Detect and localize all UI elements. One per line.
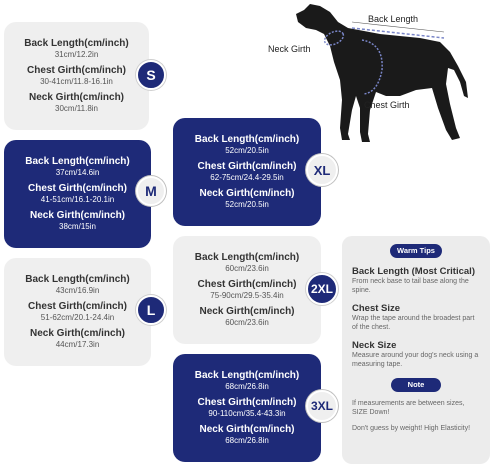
size-badge-2xl: 2XL: [306, 273, 338, 305]
tip-neck-size-text: Measure around your dog's neck using a measuring tape.: [352, 352, 479, 368]
tip-back-length-title: Back Length (Most Critical): [352, 266, 475, 277]
back-length-value: 52cm/20.5in: [225, 146, 269, 155]
chest-girth-label: Chest Girth(cm/inch): [197, 161, 297, 172]
back-length-label: Back Length(cm/inch): [24, 38, 129, 49]
chest-girth-label: Chest Girth(cm/inch): [27, 65, 126, 76]
back-length-label: Back Length(cm/inch): [194, 252, 300, 263]
neck-girth-value: 68cm/26.8in: [225, 436, 269, 445]
neck-girth-label: Neck Girth(cm/inch): [28, 92, 125, 103]
neck-girth-label: Neck Girth(cm/inch): [199, 188, 295, 199]
dog-back-length-label: Back Length: [368, 14, 419, 24]
chest-girth-label: Chest Girth(cm/inch): [28, 183, 127, 194]
back-length-value: 43cm/16.9in: [55, 286, 100, 295]
size-card-xl: [173, 118, 321, 226]
tip-chest-size-text: Wrap the tape around the broadest part of the chest.: [352, 315, 475, 331]
chest-girth-value: 51-62cm/20.1-24.4in: [40, 313, 115, 322]
dog-neck-girth-label: Neck Girth: [268, 44, 311, 54]
back-length-value: 31cm/12.2in: [54, 50, 99, 59]
back-length-value: 37cm/14.6in: [55, 168, 100, 177]
chest-girth-value: 62-75cm/24.4-29.5in: [210, 173, 284, 182]
size-badge-s: S: [136, 60, 166, 90]
dog-chest-girth-label: Chest Girth: [364, 100, 410, 110]
neck-girth-value: 52cm/20.5in: [225, 200, 269, 209]
back-length-label: Back Length(cm/inch): [194, 134, 300, 145]
warm-tips-title: Warm Tips: [390, 244, 442, 258]
neck-girth-value: 60cm/23.6in: [225, 318, 269, 327]
chest-girth-value: 75-90cm/29.5-35.4in: [210, 291, 284, 300]
neck-girth-value: 38cm/15in: [59, 222, 96, 231]
note-title: Note: [391, 378, 441, 392]
neck-girth-value: 44cm/17.3in: [55, 340, 100, 349]
back-length-value: 60cm/23.6in: [225, 264, 269, 273]
chest-girth-label: Chest Girth(cm/inch): [197, 279, 297, 290]
chest-girth-value: 90-110cm/35.4-43.3in: [208, 409, 286, 418]
neck-girth-label: Neck Girth(cm/inch): [199, 424, 295, 435]
back-length-value: 68cm/26.8in: [225, 382, 269, 391]
size-card-m: [4, 140, 151, 248]
neck-girth-label: Neck Girth(cm/inch): [199, 306, 295, 317]
tip-neck-size-title: Neck Size: [352, 340, 397, 351]
tip-chest-size-title: Chest Size: [352, 303, 401, 314]
neck-girth-value: 30cm/11.8in: [55, 104, 98, 113]
chest-girth-value: 41-51cm/16.1-20.1in: [40, 195, 115, 204]
back-length-label: Back Length(cm/inch): [194, 370, 300, 381]
neck-girth-label: Neck Girth(cm/inch): [29, 210, 126, 221]
warm-tips-panel: [342, 236, 490, 464]
tip-back-length-text: From neck base to tail base along the spine.: [352, 278, 469, 294]
chest-girth-label: Chest Girth(cm/inch): [28, 301, 127, 312]
size-card-l: [4, 258, 151, 366]
neck-girth-label: Neck Girth(cm/inch): [29, 328, 126, 339]
size-card-2xl: [173, 236, 321, 344]
size-badge-m: M: [136, 176, 166, 206]
chest-girth-value: 30-41cm/11.8-16.1in: [40, 77, 113, 86]
size-card-3xl: [173, 354, 321, 462]
note-text-weight: Don't guess by weight! High Elasticity!: [352, 425, 471, 432]
note-text-size-down: If measurements are between sizes, SIZE Down!: [352, 400, 465, 416]
size-card-s: [4, 22, 149, 130]
size-badge-xl: XL: [306, 154, 338, 186]
back-length-label: Back Length(cm/inch): [25, 156, 130, 167]
back-length-label: Back Length(cm/inch): [25, 274, 130, 285]
size-badge-3xl: 3XL: [306, 390, 338, 422]
chest-girth-label: Chest Girth(cm/inch): [197, 397, 297, 408]
size-badge-l: L: [136, 295, 166, 325]
